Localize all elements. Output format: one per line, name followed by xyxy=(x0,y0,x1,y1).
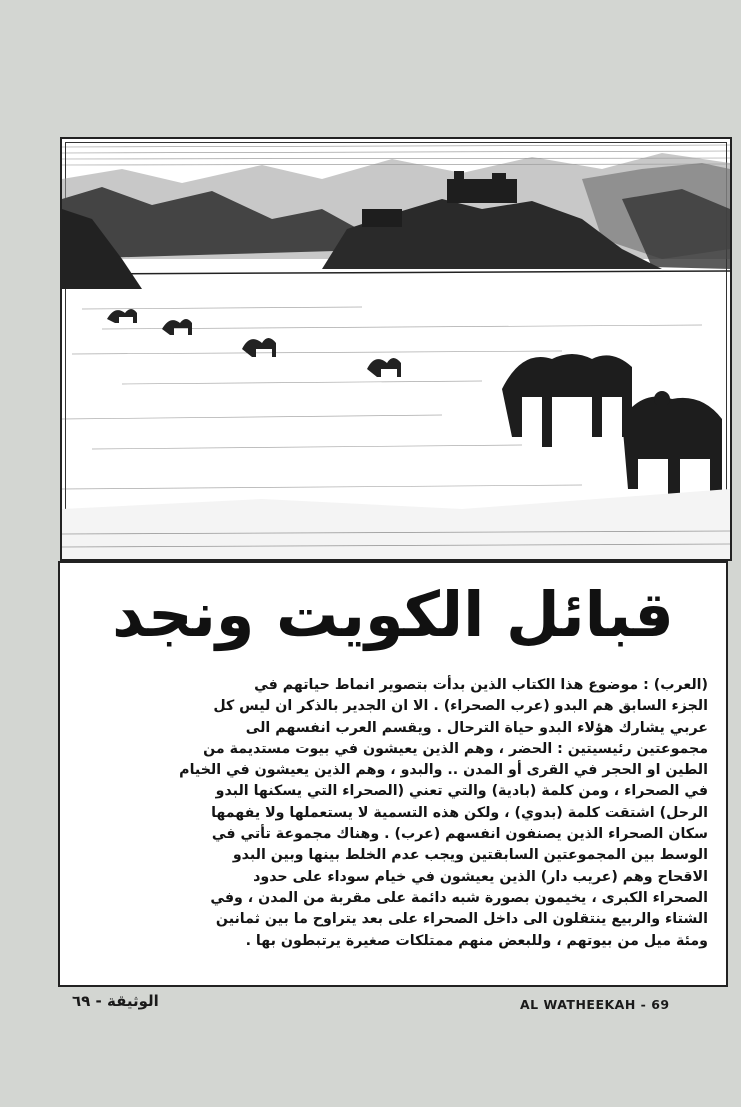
body-line: الاقحاح وهم (عريب دار) الذين يعيشون في خيام سوداء على حدود xyxy=(253,868,708,885)
body-line: (العرب) : موضوع هذا الكتاب الذين بدأت بتصوير انماط حياتهم في xyxy=(254,677,708,693)
body-line: في الصحراء ، ومن كلمة (بادية) والتي تعني (الصحراء التي يسكنها البدو xyxy=(215,783,708,800)
body-line: مجموعتين رئيسيتين : الحضر ، وهم الذين يعيشون في بيوت مستديمة من xyxy=(203,740,708,757)
footer-page-label-arabic: الوثيقة - ٦٩ xyxy=(72,992,159,1010)
body-line: ومئة ميل من بيوتهم ، وللبعض منهم ممتلكات صغيرة يرتبطون بها . xyxy=(245,932,708,949)
body-line: الوسط بين المجموعتين السابقتين ويجب عدم الخلط بينها وبين البدو xyxy=(232,847,708,864)
footer-page-label-latin: AL WATHEEKAH - 69 xyxy=(520,997,670,1012)
body-line: الشتاء والربيع ينتقلون الى داخل الصحراء على بعد يتراوح ما بين ثمانين xyxy=(215,911,708,928)
body-line: الجزء السابق هم البدو (عرب الصحراء) . الا ان الجدير بالذكر ان ليس كل xyxy=(213,698,708,715)
article-box xyxy=(58,561,728,987)
body-line: الرحل) اشتقت كلمة (بدوي) ، ولكن هذه التسمية لا يستعملها ولا يفهمها xyxy=(211,804,708,821)
article-body xyxy=(74,675,708,952)
body-line: الصحراء الكبرى ، يخيمون بصورة شبه دائمة على مقربة من المدن ، وفي xyxy=(210,889,708,906)
engraving-drawing xyxy=(62,139,730,559)
body-line: عربي يشارك هؤلاء البدو حياة الترحال . ويقسم العرب انفسهم الى xyxy=(245,719,708,736)
body-line: سكان الصحراء الذين يصنفون انفسهم (عرب) . وهناك مجموعة تأتي في xyxy=(211,826,708,843)
desert-engraving-illustration xyxy=(60,137,732,561)
body-line: الطين او الحجر في القرى أو المدن .. والبدو ، وهم الذين يعيشون في الخيام xyxy=(179,762,708,779)
article-title: قبائل الكويت ونجد xyxy=(112,578,674,651)
